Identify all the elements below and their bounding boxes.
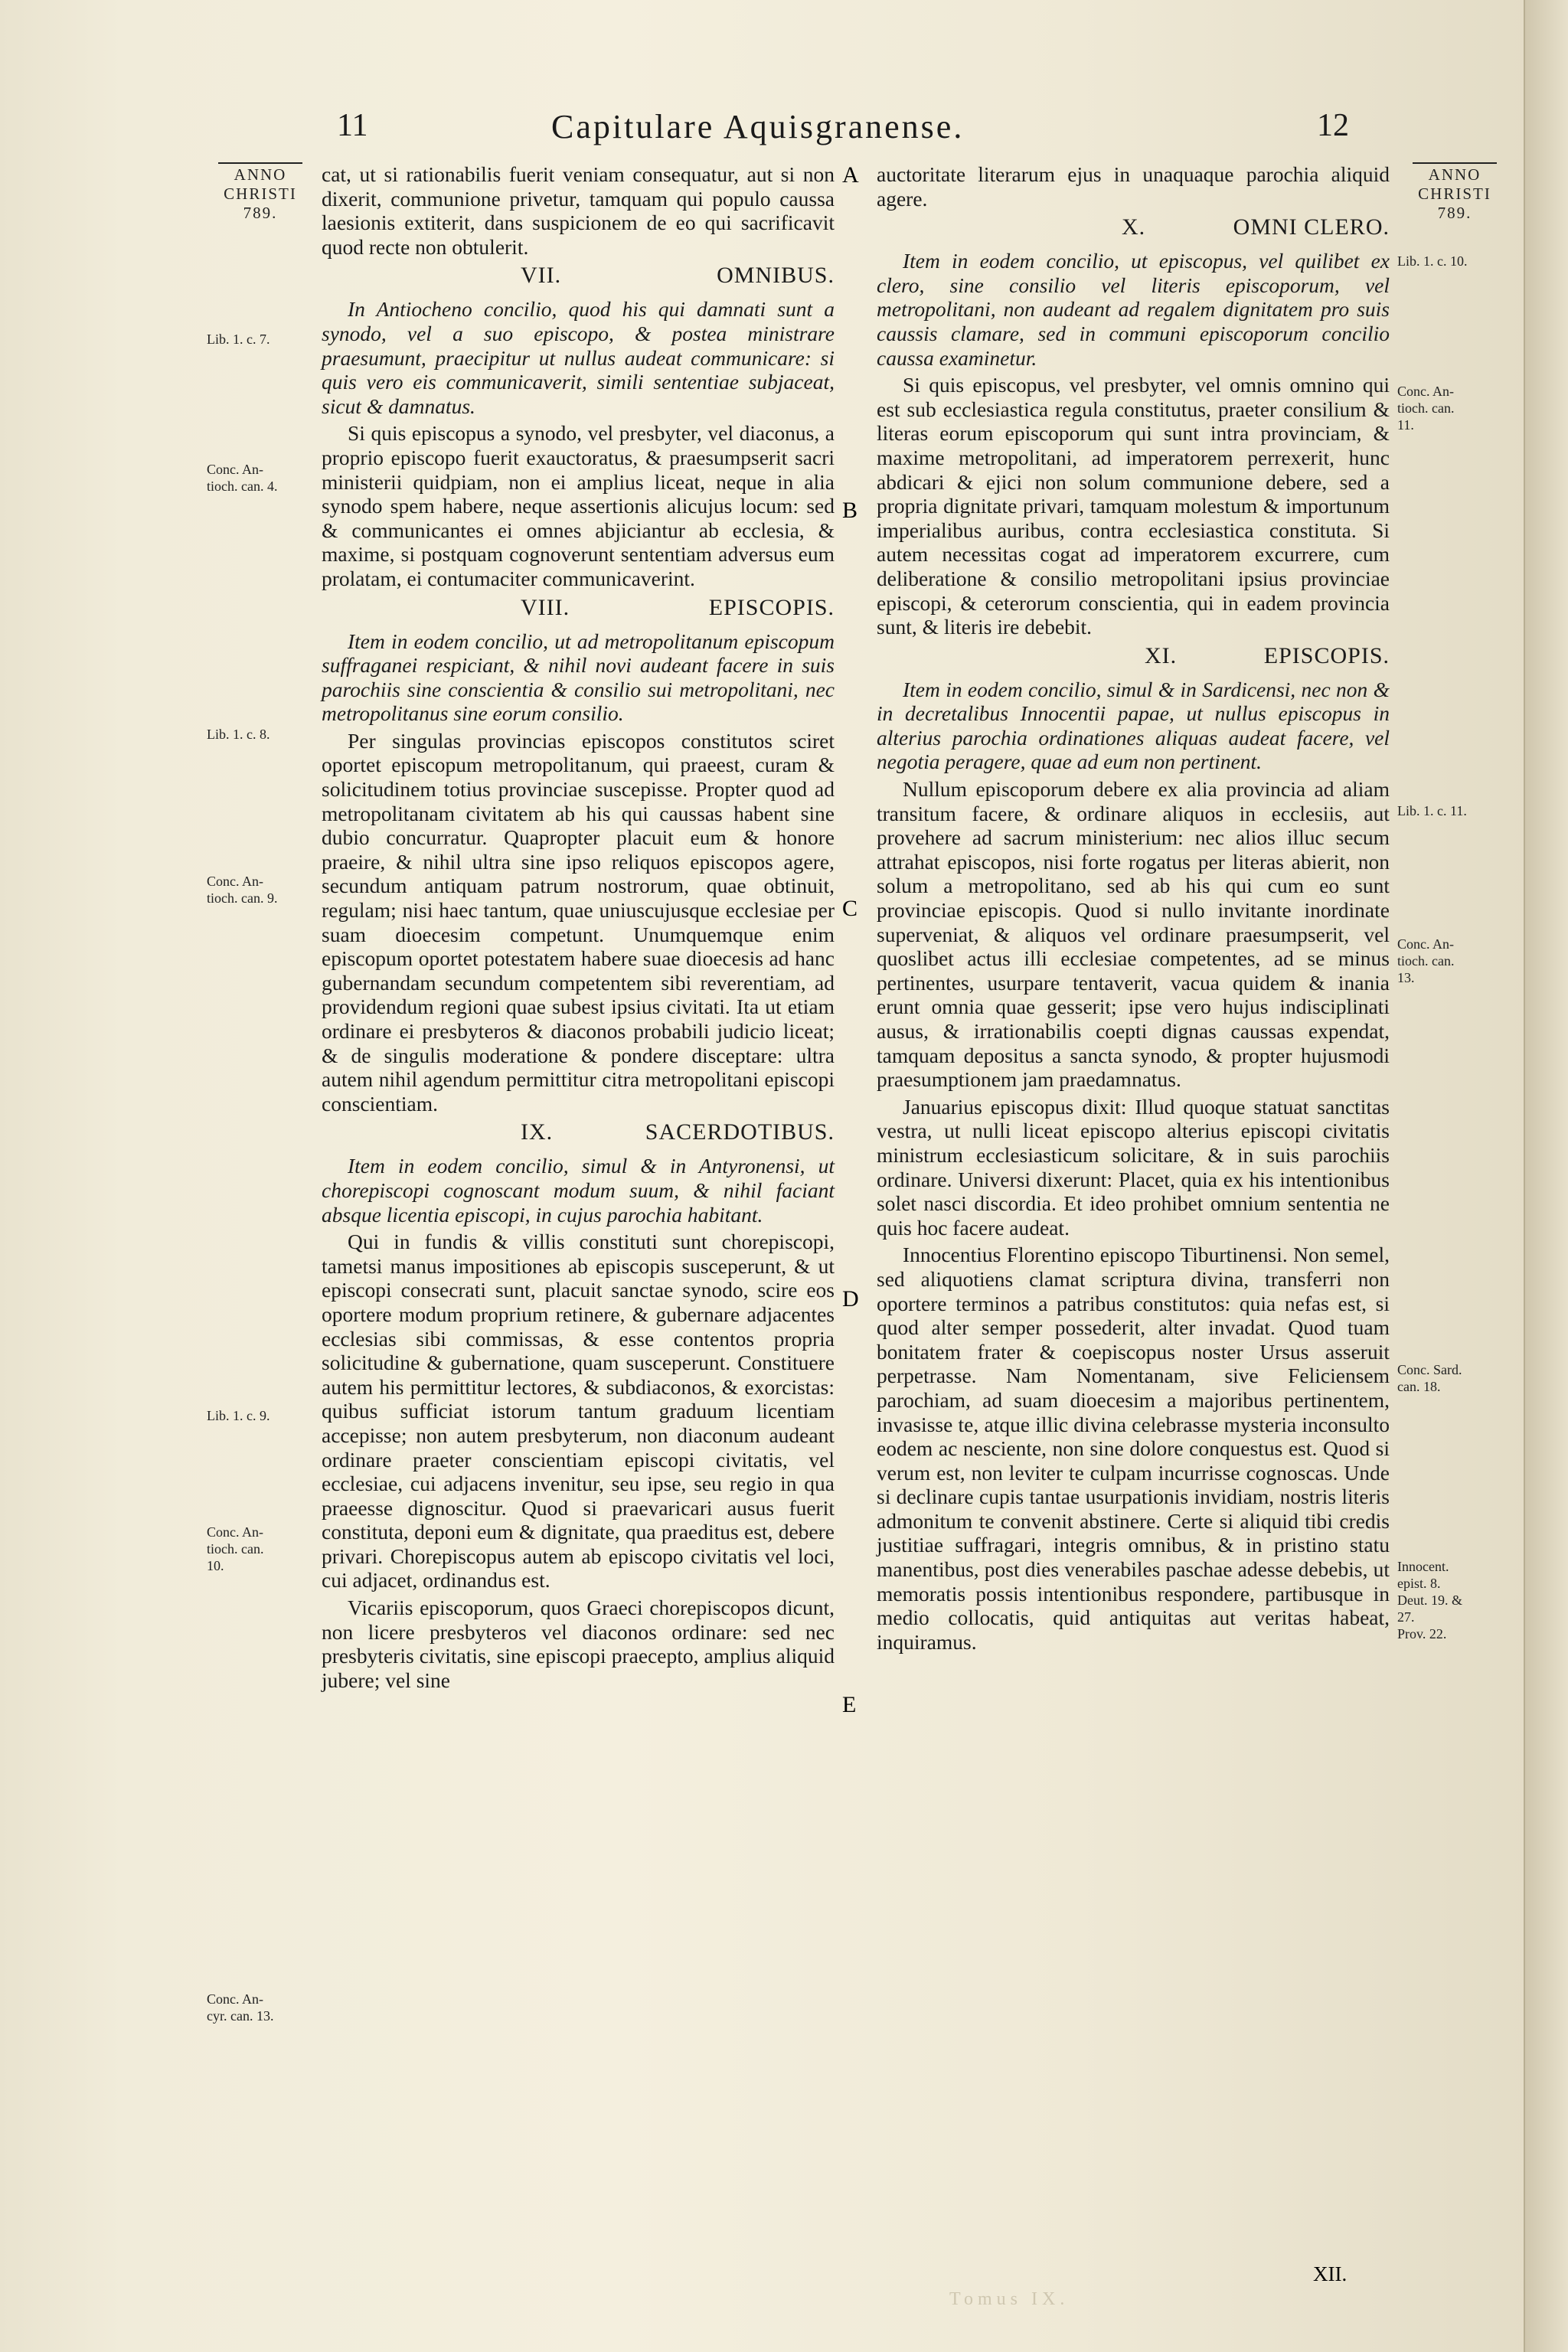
margin-note-left: Conc. An- tioch. can. 10.: [207, 1524, 264, 1573]
section-letter: A: [842, 162, 859, 188]
paragraph: Si quis episcopus, vel presbyter, vel omnis omnino qui est sub ecclesiastica regula constitutus, praeter consilium & literas eorum episcoporum qui sunt intra provinciam, & maxime metropolitani, ad imperatorem perrexerit, hunc abdicari & ejici non solum communione debere, sed a propria dignitate privari, tamquam molestum & importunum imperialibus auribus, contra ecclesiastica constituta. Si autem necessitas cogat ad imperatorem excurrere, cum deliberatione & consilio metropolitani ipsius provinciae episcopi, & ceterorum conscientia, qui in eadem provincia sunt, & literis ire debebit.: [877, 373, 1390, 639]
paragraph: Vicariis episcoporum, quos Graeci chorepiscopos dicunt, non licere presbyteros vel diaconos ordinare: sed nec presbyteris civitatis, sine episcopi praecepto, amplius aliquid jubere; vel sine: [322, 1596, 835, 1692]
page-header: [0, 107, 1539, 153]
section-letter: D: [842, 1286, 859, 1312]
chapter-number: IX.: [521, 1119, 554, 1145]
rubric: Item in eodem concilio, simul & in Sardicensi, nec non & in decretalibus Innocentii papae, ut nullus episcopus in alterius parochia ordinationes aliquas audeat facere, vel negotia peragere, quae ad eum non pertinent.: [877, 677, 1390, 774]
margin-note-left: Conc. An- tioch. can. 9.: [207, 874, 278, 906]
margin-note-left: Conc. An- cyr. can. 13.: [207, 1991, 274, 2024]
chapter-heading: [322, 1120, 835, 1152]
margin-note-right: Lib. 1. c. 11.: [1397, 803, 1467, 818]
chapter-number: VIII.: [521, 594, 570, 620]
margin-note-left: Lib. 1. c. 9.: [207, 1408, 270, 1423]
margin-note-anno-right: ANNO CHRISTI 789.: [1397, 162, 1512, 223]
page-number-right: 12: [1317, 108, 1349, 143]
running-head: Capitulare Aquisgranense.: [551, 108, 965, 145]
margin-note-right: Conc. Sard. can. 18.: [1397, 1362, 1462, 1394]
rubric: Item in eodem concilio, ut episcopus, vel quilibet ex clero, sine consilio vel literis episcoporum, vel metropolitani, non audeant ad regalem dignitatem pro suis caussis clamare, sed in communi episcoporum concilio caussa examinetur.: [877, 249, 1390, 370]
chapter-title: SACERDOTIBUS.: [645, 1119, 835, 1145]
bleed-through-text: Tomus IX.: [949, 2289, 1070, 2309]
text-column-left: [322, 162, 835, 1695]
chapter-title: EPISCOPIS.: [1263, 642, 1390, 668]
next-page-edge: [1524, 0, 1568, 2352]
rubric: In Antiocheno concilio, quod his qui damnati sunt a synodo, vel a suo episcopo, & postea ministrare praesumunt, praecipitur ut nullus audeat communicare: si quis vero eis communicaverit, simili sententiae subjaceat, sicut & damnatus.: [322, 297, 835, 418]
paragraph: Januarius episcopus dixit: Illud quoque statuat sanctitas vestra, ut nulli liceat episcopo alterius episcopi civitatis ministrum ecclesiasticum solicitare, & in suis parochiis ordinare. Universi dixerunt: Placet, quia ex his intentionibus solet nasci discordia. Et ideo prohibet omnium sententia ne quis hoc facere audeat.: [877, 1094, 1390, 1240]
page-number-left: 11: [337, 108, 368, 143]
paragraph: cat, ut si rationabilis fuerit veniam consequatur, aut si non dixerit, communione privetur, tamquam qui populo caussa laesionis extiterit, dans suspicionem de eo qui sacrificavit quod recte non obtulerit.: [322, 162, 835, 259]
margin-note-right: Conc. An- tioch. can. 11.: [1397, 384, 1455, 433]
chapter-title: OMNI CLERO.: [1233, 214, 1390, 240]
rubric: Item in eodem concilio, simul & in Antyronensi, ut chorepiscopi cognoscant modum suum, & nihil faciant absque licentia episcopi, in cujus parochia habitant.: [322, 1154, 835, 1227]
chapter-number: X.: [1122, 214, 1146, 240]
paragraph: Qui in fundis & villis constituti sunt chorepiscopi, tametsi manus impositiones ab episcopis susceperunt, & ut episcopi consecrati sunt, placuit sanctae synodo, scire eos oportere modum proprium retinere, & gubernare adjacentes ecclesias sibi commissas, & esse contentos propria solicitudine & gubernatione, quam susceperunt. Constituere autem his permittitur lectores, & subdiaconos, & exorcistas: quibus sufficiat istorum tantum graduum licentiam accepisse; non autem presbyterum, non diaconum audeant ordinare praeter conscientiam episcopi civitatis, vel ecclesiae, cui adjacens invenitur, seu ipse, seu regio in qua praeesse dignoscitur. Quod si praevaricari ausus fuerit constituta, deponi eum & dignitate, qua praeditus est, debere privari. Chorepiscopus autem ab episcopo civitatis vel loci, cui adjacet, ordinandus est.: [322, 1230, 835, 1592]
rubric: Item in eodem concilio, ut ad metropolitanum episcopum suffraganei respiciant, & nihil novi audeant facere in suis parochiis sine conscientia & consilio sui metropolitani, nec metropolitanus sine eorum consilio.: [322, 629, 835, 726]
paragraph: Innocentius Florentino episcopo Tiburtinensi. Non semel, sed aliquotiens clamat scriptura divina, transferri non oportere terminos a patribus constitutos: quia nefas est, si quod alter semper possederit, alter invadat. Quod tuam bonitatem frater & coepiscopus noster Ursus asseruit perpetrasse. Nam Nomentanam, sive Feliciensem parochiam, ad suam dioecesim a majoribus pertinentem, invasisse te, atque illic divina celebrasse mysteria inconsulto eodem ac nesciente, non sine dolore conquestus est. Quod si verum est, non leviter te culpam incurrisse cognoscas. Unde si declinare cupis tantae usurpationis invidiam, nostris literis admonitum te convenit abstinere. Certe si aliquid tibi credis justitiae suffragari, integris omnibus, & in pristino statu manentibus, post dies venerabiles paschae adesse debebis, ut memoratis possis intentionibus respondere, partibusque in medio collocatis, quid antiquitas aut veritas habeat, inquiramus.: [877, 1243, 1390, 1654]
section-letter: E: [842, 1692, 857, 1717]
section-letter: B: [842, 498, 858, 523]
margin-note-left: Lib. 1. c. 8.: [207, 727, 270, 742]
text-column-right: [877, 162, 1390, 1657]
chapter-title: OMNIBUS.: [717, 263, 835, 289]
chapter-number: VII.: [521, 263, 562, 289]
chapter-heading: [322, 263, 835, 296]
chapter-number: XI.: [1145, 642, 1178, 668]
chapter-heading: [877, 644, 1390, 676]
chapter-title: EPISCOPIS.: [708, 594, 835, 620]
paragraph: Per singulas provincias episcopos constitutos sciret oportet episcopum metropolitanum, qui praeest, curam & solicitudinem totius provinciae suscepisse. Propter quod ad metropolitanam civitatem ab his qui caussas habent sine dubio concurratur. Quapropter placuit eum & honore praeire, & nihil ultra sine ipso reliquos episcopos agere, secundum antiquam patrum nostrorum, quae obtinuit, regulam; nisi haec tantum, quae uniuscujusque ecclesiae per suam dioecesim competunt. Unumquemque enim episcopum oportet potestatem habere suae dioecesis ad hanc gubernandam secundum competentem sibi reverentiam, ad providendum regioni quae subest ipsius civitati. Ita ut etiam ordinare ei presbyteros & diaconos probabili judicio liceat; & de singulis moderatione & pondere disceptare: ultra autem nihil agendum permittitur citra metropolitani episcopi conscientiam.: [322, 728, 835, 1116]
margin-note-left: Conc. An- tioch. can. 4.: [207, 462, 278, 494]
margin-note-anno-left: ANNO CHRISTI 789.: [207, 162, 314, 223]
margin-note-left: Lib. 1. c. 7.: [207, 332, 270, 347]
margin-note-right: Conc. An- tioch. can. 13.: [1397, 936, 1455, 985]
margin-note-right: Lib. 1. c. 10.: [1397, 253, 1468, 269]
chapter-heading: [877, 215, 1390, 247]
paragraph: Nullum episcoporum debere ex alia provincia ad aliam transitum facere, & ordinare aliquos in ecclesiis, aut provehere ad sacrum ministerium: nec alios illuc secum attrahat episcopos, nisi forte rogatus per literas abierit, non solum a metropolitano, sed ab his qui cum eo sunt provinciae episcopis. Quod si nullo invitante inordinate superveniat, & aliquos vel ordinare praesumpserit, vel quoslibet actus illi ecclesiae competentes, ad se minus pertinentes, usurpare tentaverit, vacua quidem & inania erunt omnia quae gesserit; ipse vero hujus indisciplinati ausus, & irrationabilis coepti dignas caussas expendat, tamquam depositus a sancta synodo, & propter hujusmodi praesumptionem jam praedamnatus.: [877, 777, 1390, 1092]
paragraph: auctoritate literarum ejus in unaquaque parochia aliquid agere.: [877, 162, 1390, 211]
catchword: XII.: [1313, 2262, 1348, 2285]
chapter-heading: [322, 596, 835, 628]
margin-note-right: Innocent. epist. 8. Deut. 19. & 27. Prov. 22.: [1397, 1559, 1462, 1642]
paragraph: Si quis episcopus a synodo, vel presbyter, vel diaconus, a proprio episcopo fuerit exauctoratus, & praesumpserit sacri ministerii quidpiam, non ei amplius liceat, neque in alia synodo spem habere, neque assertionis alicujus locum: sed & communicantes ei omnes abjiciantur ab ecclesia, & maxime, si postquam cognoverunt sententiam adversus eum prolatam, ei contumaciter communicaverint.: [322, 421, 835, 590]
section-letter: C: [842, 896, 858, 921]
